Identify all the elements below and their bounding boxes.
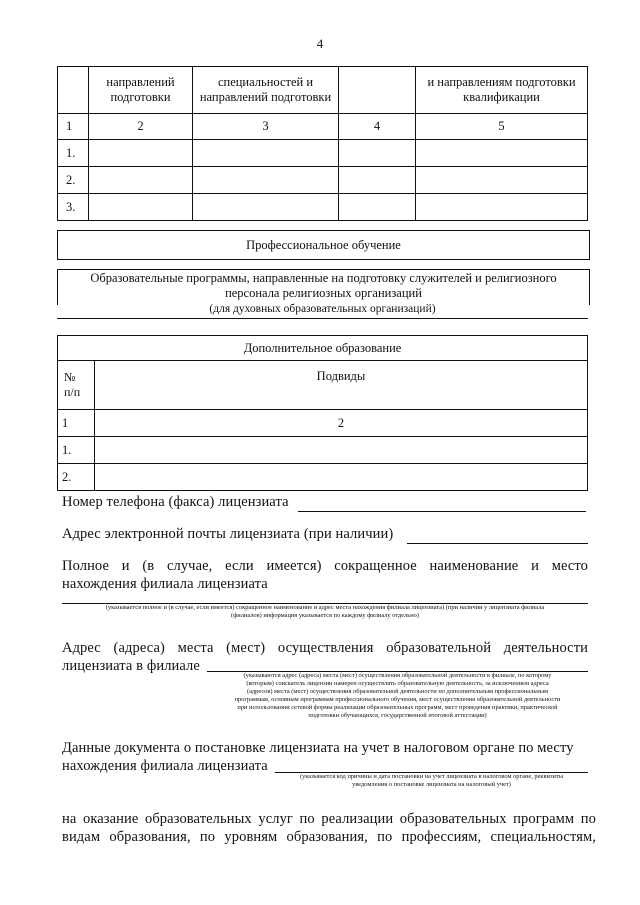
table-row <box>58 464 588 491</box>
table-row <box>58 437 588 464</box>
column-number: 1 <box>58 410 95 437</box>
column-number: 1 <box>58 114 89 140</box>
page-number: 4 <box>316 36 324 51</box>
table-header-cell <box>339 67 416 114</box>
table-cell[interactable] <box>95 437 588 464</box>
branch-address-note: подготовки обучающихся, государственной итоговой аттестации) <box>308 712 487 719</box>
religious-programs-line2: персонала религиозных организаций <box>225 286 422 300</box>
branch-name-note1: (указывается полное и (в случае, если имеется) сокращенное наименование и адрес места нахождения филиала лицензиата) (при наличии у лицензиата филиала <box>105 604 545 611</box>
branch-name-line1: Полное и (в случае, если имеется) сокращенное наименование и место <box>62 558 588 574</box>
table-header-cell: и направлениям подготовки квалификации <box>416 67 588 114</box>
divider <box>57 318 588 319</box>
phone-field[interactable] <box>298 511 586 512</box>
table-cell[interactable] <box>339 194 416 221</box>
row-number: 1. <box>58 437 95 464</box>
column-number: 2 <box>89 114 193 140</box>
specialties-table <box>57 66 588 221</box>
table-cell[interactable] <box>416 140 588 167</box>
tax-registration-line2: нахождения филиала лицензиата <box>62 758 268 774</box>
table-cell[interactable] <box>339 167 416 194</box>
branch-address-note: (которым) соискатель лицензии намерен осуществлять образовательную деятельность, за исключением адреса <box>246 680 549 687</box>
table-cell[interactable] <box>193 194 339 221</box>
phone-label: Номер телефона (факса) лицензиата <box>62 494 289 510</box>
table-cell[interactable] <box>95 464 588 491</box>
table-cell[interactable] <box>89 194 193 221</box>
professional-training-box: Профессиональное обучение <box>57 230 590 260</box>
subtypes-header: Подвиды <box>95 361 588 410</box>
branch-address-line1: Адрес (адреса) места (мест) осуществления образовательной деятельности <box>62 640 588 656</box>
table-cell[interactable] <box>193 140 339 167</box>
additional-education-table <box>57 335 588 491</box>
table-cell[interactable] <box>416 194 588 221</box>
closing-line2: видам образования, по уровням образования, по профессиям, специальностям, <box>62 829 596 845</box>
number-header <box>58 361 95 410</box>
table-title: Дополнительное образование <box>58 336 588 361</box>
row-number: 2. <box>58 464 95 491</box>
branch-address-line2: лицензиата в филиале <box>62 658 200 674</box>
table-cell[interactable] <box>89 140 193 167</box>
table-row <box>58 140 588 167</box>
tax-registration-note1: (указывается код причины и дата постановки на учет лицензиата в налоговом органе, реквизиты <box>299 773 564 780</box>
branch-address-note: (адресов) места (мест) осуществления образовательной деятельности по дополнительным профессиональным <box>246 688 549 695</box>
email-field[interactable] <box>407 543 588 544</box>
branch-address-note: программам, основным программам профессионального обучения, мест осуществления образовательной деятельности <box>234 696 561 703</box>
table-cell[interactable] <box>339 140 416 167</box>
closing-line1: на оказание образовательных услуг по реализации образовательных программ по <box>62 811 596 827</box>
email-label: Адрес электронной почты лицензиата (при наличии) <box>62 526 394 542</box>
row-number: 3. <box>58 194 89 221</box>
row-number: 2. <box>58 167 89 194</box>
table-cell[interactable] <box>89 167 193 194</box>
row-number: 1. <box>58 140 89 167</box>
religious-programs-note: (для духовных образовательных организаций) <box>209 303 436 315</box>
branch-name-line2: нахождения филиала лицензиата <box>62 576 268 592</box>
table-row <box>58 194 588 221</box>
number-header-line1: № <box>64 370 76 384</box>
column-number: 4 <box>339 114 416 140</box>
number-header-line2: п/п <box>64 385 81 399</box>
table-row <box>58 167 588 194</box>
column-number: 3 <box>193 114 339 140</box>
religious-programs-line1: Образовательные программы, направленные на подготовку служителей и религиозного <box>90 271 557 285</box>
table-header-cell: специальностей и направлений подготовки <box>193 67 339 114</box>
table-cell[interactable] <box>193 167 339 194</box>
branch-name-note2: (филиалов) информация указывается по каждому филиалу отдельно) <box>231 612 419 619</box>
tax-registration-line1: Данные документа о постановке лицензиата на учет в налоговом органе по месту <box>62 740 574 756</box>
branch-address-note: при использовании сетевой формы реализации образовательных программ, мест проведения практики, практической <box>237 704 558 711</box>
tax-registration-note2: уведомления о постановке лицензиата на налоговый учет) <box>352 781 511 788</box>
table-cell[interactable] <box>416 167 588 194</box>
table-header-cell <box>58 67 89 114</box>
column-number: 5 <box>416 114 588 140</box>
table-header-cell: направлений подготовки <box>89 67 193 114</box>
column-number: 2 <box>95 410 588 437</box>
religious-programs-box <box>57 269 590 305</box>
branch-address-note: (указываются адрес (адреса) места (мест) осуществления образовательной деятельности в филиале, по которому <box>243 672 552 679</box>
